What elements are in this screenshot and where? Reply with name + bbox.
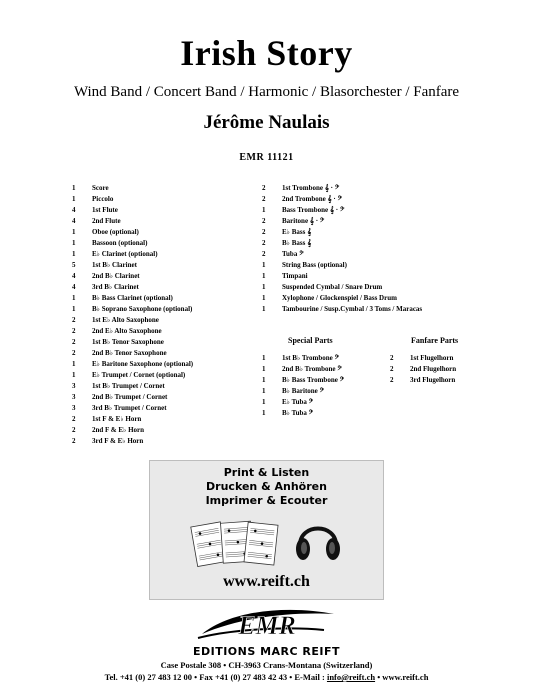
parts-list-left bbox=[72, 183, 272, 447]
part-row bbox=[72, 304, 272, 315]
part-quantity: 5 bbox=[72, 261, 76, 269]
part-name: 2nd B♭ Tenor Saxophone bbox=[92, 349, 167, 357]
page-title: Irish Story bbox=[180, 33, 353, 73]
part-quantity: 2 bbox=[72, 327, 76, 335]
part-name: 1st B♭ Trumpet / Cornet bbox=[92, 382, 165, 390]
part-name: Tambourine / Susp.Cymbal / 3 Toms / Maracas bbox=[282, 305, 423, 313]
part-quantity: 1 bbox=[262, 261, 266, 269]
emr-logo bbox=[194, 604, 340, 644]
print-line-en: Print & Listen bbox=[223, 466, 310, 479]
part-name: B♭ Baritone 𝄢 bbox=[282, 387, 325, 395]
part-row bbox=[72, 370, 272, 381]
part-name: B♭ Bass Trombone 𝄢 bbox=[282, 376, 345, 384]
contact-line bbox=[0, 672, 533, 682]
part-row bbox=[390, 353, 520, 364]
part-quantity: 1 bbox=[262, 376, 266, 384]
part-quantity: 2 bbox=[262, 228, 266, 236]
contact-website: • www.reift.ch bbox=[375, 672, 429, 682]
part-quantity: 2 bbox=[72, 338, 76, 346]
part-quantity: 1 bbox=[262, 206, 266, 214]
part-name: Tuba 𝄢 bbox=[282, 250, 304, 258]
part-name: E♭ Baritone Saxophone (optional) bbox=[92, 360, 194, 368]
part-quantity: 1 bbox=[72, 360, 76, 368]
part-name: B♭ Bass 𝄞 bbox=[282, 239, 312, 247]
part-row bbox=[262, 249, 512, 260]
part-name: String Bass (optional) bbox=[282, 261, 347, 269]
publisher-address: Case Postale 308 • CH-3963 Crans-Montana (Switzerland) bbox=[160, 660, 373, 670]
publisher-name: EDITIONS MARC REIFT bbox=[192, 645, 341, 658]
part-quantity: 1 bbox=[262, 398, 266, 406]
part-name: Bassoon (optional) bbox=[92, 239, 148, 247]
part-name: 1st B♭ Tenor Saxophone bbox=[92, 338, 164, 346]
website-link[interactable]: www.reift.ch bbox=[223, 573, 310, 590]
part-name: 2nd Flugelhorn bbox=[410, 365, 457, 373]
part-quantity: 1 bbox=[262, 272, 266, 280]
part-name: 1st B♭ Clarinet bbox=[92, 261, 137, 269]
part-row bbox=[72, 293, 272, 304]
part-name: B♭ Soprano Saxophone (optional) bbox=[92, 305, 193, 313]
parts-list-right bbox=[262, 183, 512, 315]
part-quantity: 4 bbox=[72, 283, 76, 291]
part-quantity: 1 bbox=[72, 305, 76, 313]
part-name: 2nd E♭ Alto Saxophone bbox=[92, 327, 162, 335]
part-row bbox=[262, 183, 512, 194]
part-name: 1st E♭ Alto Saxophone bbox=[92, 316, 159, 324]
part-quantity: 2 bbox=[262, 239, 266, 247]
part-row bbox=[262, 227, 512, 238]
part-row bbox=[262, 282, 512, 293]
part-name: Timpani bbox=[282, 272, 308, 280]
part-name: Bass Trombone 𝄞 · 𝄢 bbox=[282, 206, 345, 214]
print-listen-text bbox=[150, 466, 383, 508]
part-quantity: 4 bbox=[72, 206, 76, 214]
part-row bbox=[262, 260, 512, 271]
part-quantity: 2 bbox=[390, 376, 394, 384]
part-quantity: 4 bbox=[72, 272, 76, 280]
email-link[interactable]: info@reift.ch bbox=[326, 672, 376, 682]
part-quantity: 1 bbox=[262, 354, 266, 362]
part-name: 2nd F & E♭ Horn bbox=[92, 426, 145, 434]
part-name: Piccolo bbox=[92, 195, 114, 203]
part-row bbox=[72, 238, 272, 249]
part-name: 3rd B♭ Trumpet / Cornet bbox=[92, 404, 167, 412]
part-name: Oboe (optional) bbox=[92, 228, 139, 236]
part-quantity: 2 bbox=[262, 195, 266, 203]
part-row bbox=[72, 414, 272, 425]
part-name: 2nd B♭ Clarinet bbox=[92, 272, 140, 280]
part-quantity: 2 bbox=[262, 184, 266, 192]
part-quantity: 1 bbox=[262, 387, 266, 395]
part-name: 3rd F & E♭ Horn bbox=[92, 437, 144, 445]
part-row bbox=[72, 227, 272, 238]
part-row bbox=[262, 271, 512, 282]
part-row bbox=[72, 359, 272, 370]
part-quantity: 1 bbox=[262, 305, 266, 313]
part-row bbox=[390, 364, 520, 375]
part-quantity: 3 bbox=[72, 382, 76, 390]
fanfare-parts-list bbox=[390, 353, 520, 386]
part-row bbox=[72, 348, 272, 359]
part-quantity: 1 bbox=[72, 250, 76, 258]
part-row bbox=[72, 337, 272, 348]
part-name: Xylophone / Glockenspiel / Bass Drum bbox=[282, 294, 397, 302]
part-name: 2nd B♭ Trombone 𝄢 bbox=[282, 365, 342, 373]
part-row bbox=[262, 353, 402, 364]
fanfare-parts-heading: Fanfare Parts bbox=[411, 336, 459, 345]
part-quantity: 4 bbox=[72, 217, 76, 225]
part-name: 1st Trombone 𝄞 · 𝄢 bbox=[282, 184, 340, 192]
part-quantity: 1 bbox=[72, 371, 76, 379]
part-quantity: 2 bbox=[262, 217, 266, 225]
part-row bbox=[262, 364, 402, 375]
part-quantity: 2 bbox=[72, 437, 76, 445]
part-row bbox=[72, 205, 272, 216]
part-row bbox=[262, 408, 402, 419]
part-name: 1st Flugelhorn bbox=[410, 354, 454, 362]
print-line-fr: Imprimer & Ecouter bbox=[205, 494, 328, 507]
part-name: Baritone 𝄞 · 𝄢 bbox=[282, 217, 325, 225]
contact-phone-fax: Tel. +41 (0) 27 483 12 00 • Fax +41 (0) 27 483 42 43 • E-Mail : bbox=[104, 672, 327, 682]
logo-text: EMR bbox=[238, 611, 296, 640]
part-name: E♭ Bass 𝄞 bbox=[282, 228, 312, 236]
part-name: B♭ Bass Clarinet (optional) bbox=[92, 294, 173, 302]
part-name: 3rd B♭ Clarinet bbox=[92, 283, 139, 291]
part-name: 1st Flute bbox=[92, 206, 118, 214]
part-name: 2nd Trombone 𝄞 · 𝄢 bbox=[282, 195, 342, 203]
part-quantity: 1 bbox=[72, 294, 76, 302]
part-row bbox=[72, 183, 272, 194]
composer-name: Jérôme Naulais bbox=[203, 112, 330, 133]
part-quantity: 1 bbox=[262, 283, 266, 291]
part-name: 1st F & E♭ Horn bbox=[92, 415, 142, 423]
part-row bbox=[390, 375, 520, 386]
part-name: 3rd Flugelhorn bbox=[410, 376, 456, 384]
part-quantity: 1 bbox=[262, 294, 266, 302]
part-quantity: 3 bbox=[72, 404, 76, 412]
part-row bbox=[72, 282, 272, 293]
part-row bbox=[72, 216, 272, 227]
part-quantity: 1 bbox=[72, 228, 76, 236]
part-quantity: 2 bbox=[72, 316, 76, 324]
part-quantity: 1 bbox=[72, 239, 76, 247]
part-row bbox=[72, 326, 272, 337]
part-row bbox=[72, 194, 272, 205]
part-row bbox=[262, 216, 512, 227]
ensemble-subtitle: Wind Band / Concert Band / Harmonic / Blasorchester / Fanfare bbox=[73, 84, 460, 100]
special-parts-list bbox=[262, 353, 402, 419]
part-row bbox=[262, 386, 402, 397]
part-name: Suspended Cymbal / Snare Drum bbox=[282, 283, 383, 291]
part-row bbox=[72, 271, 272, 282]
part-quantity: 2 bbox=[390, 365, 394, 373]
part-row bbox=[262, 293, 512, 304]
part-row bbox=[72, 403, 272, 414]
part-quantity: 2 bbox=[72, 349, 76, 357]
part-row bbox=[262, 194, 512, 205]
part-name: E♭ Trumpet / Cornet (optional) bbox=[92, 371, 186, 379]
part-name: B♭ Tuba 𝄢 bbox=[282, 409, 314, 417]
part-name: 1st B♭ Trombone 𝄢 bbox=[282, 354, 340, 362]
part-quantity: 2 bbox=[72, 426, 76, 434]
part-row bbox=[262, 304, 512, 315]
part-row bbox=[262, 397, 402, 408]
print-listen-box[interactable] bbox=[149, 460, 384, 600]
part-row bbox=[262, 238, 512, 249]
part-row bbox=[72, 381, 272, 392]
headphones-icon bbox=[293, 513, 343, 565]
part-quantity: 2 bbox=[72, 415, 76, 423]
part-row bbox=[72, 249, 272, 260]
part-quantity: 3 bbox=[72, 393, 76, 401]
part-quantity: 1 bbox=[262, 365, 266, 373]
catalog-number: EMR 11121 bbox=[239, 152, 294, 163]
part-row bbox=[72, 436, 272, 447]
part-quantity: 2 bbox=[262, 250, 266, 258]
part-quantity: 1 bbox=[262, 409, 266, 417]
part-quantity: 1 bbox=[72, 184, 76, 192]
part-name: Score bbox=[92, 184, 109, 192]
part-name: E♭ Clarinet (optional) bbox=[92, 250, 158, 258]
part-name: E♭ Tuba 𝄢 bbox=[282, 398, 314, 406]
part-name: 2nd Flute bbox=[92, 217, 121, 225]
sheet-music-icon bbox=[190, 518, 280, 570]
part-row bbox=[72, 315, 272, 326]
part-quantity: 2 bbox=[390, 354, 394, 362]
print-line-de: Drucken & Anhören bbox=[206, 480, 327, 493]
part-row bbox=[72, 425, 272, 436]
part-quantity: 1 bbox=[72, 195, 76, 203]
part-name: 2nd B♭ Trumpet / Cornet bbox=[92, 393, 168, 401]
part-row bbox=[72, 392, 272, 403]
part-row bbox=[72, 260, 272, 271]
part-row bbox=[262, 205, 512, 216]
special-parts-heading: Special Parts bbox=[288, 336, 333, 345]
part-row bbox=[262, 375, 402, 386]
